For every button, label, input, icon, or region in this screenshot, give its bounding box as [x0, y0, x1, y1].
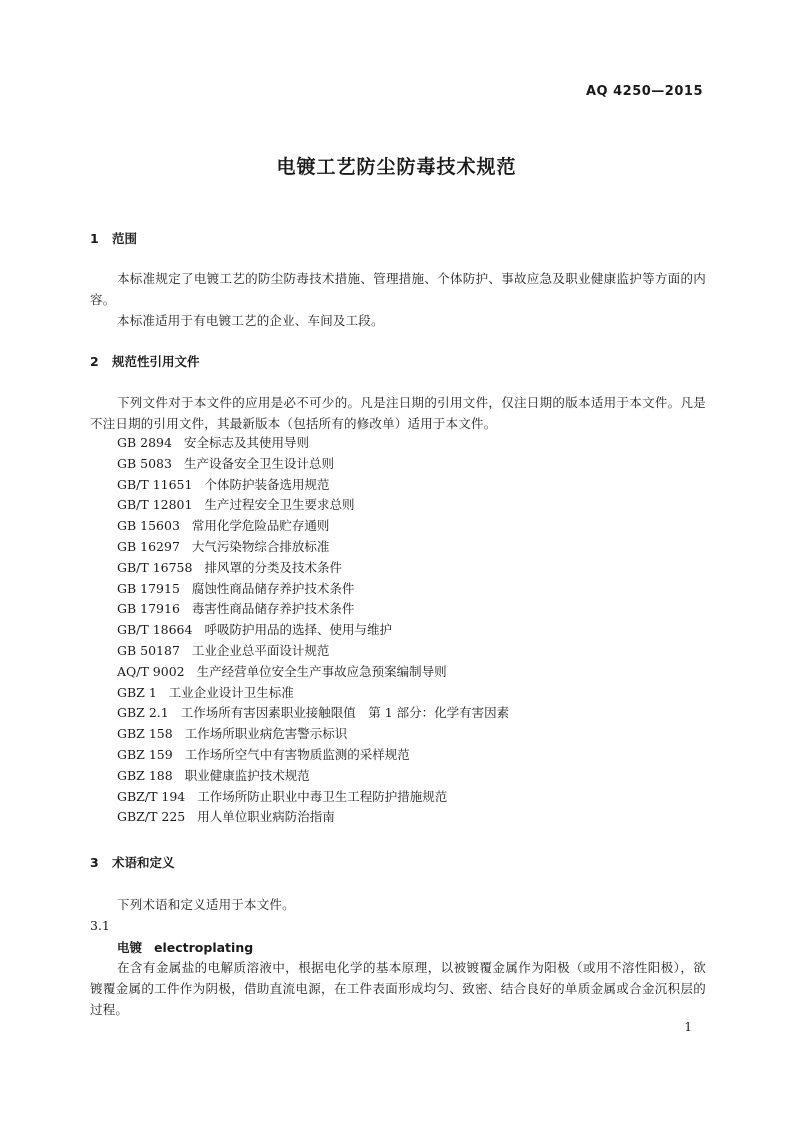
- scope-paragraph-2: 本标准适用于有电镀工艺的企业、车间及工段。: [117, 313, 384, 328]
- reference-code: GB/T 18664: [117, 622, 193, 638]
- term-english: electroplating: [154, 940, 254, 955]
- reference-item: [117, 537, 509, 558]
- reference-code: GBZ 159: [117, 746, 173, 762]
- reference-name: 生产经营单位安全生产事故应急预案编制导则: [196, 663, 447, 679]
- reference-name: 排风罩的分类及技术条件: [204, 559, 342, 575]
- reference-name: 工业企业设计卫生标准: [168, 684, 294, 700]
- term-chinese: 电镀: [117, 940, 143, 955]
- references-intro: 下列文件对于本文件的应用是必不可少的。凡是注日期的引用文件，仅注日期的版本适用于本文件。凡是不注日期的引用文件，其最新版本（包括所有的修改单）适用于本文件。: [90, 395, 706, 431]
- document-title: 电镀工艺防尘防毒技术规范: [276, 156, 517, 178]
- reference-name: 毒害性商品储存养护技术条件: [191, 601, 355, 617]
- reference-item: [117, 516, 509, 537]
- term-entry: [117, 938, 253, 956]
- section-number: 1: [90, 231, 99, 246]
- reference-name: 生产设备安全卫生设计总则: [183, 455, 334, 471]
- section-heading-terms: [90, 853, 175, 871]
- reference-name: 职业健康监护技术规范: [184, 767, 310, 783]
- reference-item: [117, 724, 509, 745]
- reference-name: 工作场所职业病危害警示标识: [184, 726, 348, 742]
- reference-code: GB 50187: [117, 642, 180, 658]
- reference-item: [117, 454, 509, 475]
- page-number: 1: [684, 1020, 692, 1034]
- reference-code: AQ/T 9002: [117, 663, 185, 679]
- section-title: 术语和定义: [112, 855, 175, 870]
- reference-code: GB 5083: [117, 455, 172, 471]
- reference-item: [117, 766, 509, 787]
- reference-item: [117, 558, 509, 579]
- reference-code: GBZ/T 194: [117, 788, 186, 804]
- reference-name: 工业企业总平面设计规范: [191, 642, 330, 658]
- reference-item: [117, 683, 509, 704]
- reference-name: 安全标志及其使用导则: [183, 435, 309, 450]
- reference-name: 腐蚀性商品储存养护技术条件: [191, 580, 355, 596]
- reference-code: GBZ 158: [117, 726, 173, 742]
- reference-item: [117, 579, 509, 600]
- reference-code: GB/T 11651: [117, 476, 193, 492]
- reference-name: 大气污染物综合排放标准: [191, 538, 330, 554]
- reference-code: GB 17915: [117, 580, 180, 596]
- section-number: 3: [90, 855, 99, 870]
- reference-code: GB/T 16758: [117, 559, 193, 575]
- reference-code: GBZ/T 225: [117, 809, 186, 825]
- reference-name: 生产过程安全卫生要求总则: [204, 497, 355, 513]
- reference-name: 用人单位职业病防治指南: [197, 809, 335, 825]
- terms-intro: 下列术语和定义适用于本文件。: [117, 897, 295, 912]
- reference-name: 工作场所有害因素职业接触限值 第 1 部分：化学有害因素: [180, 705, 510, 721]
- reference-item: [117, 599, 509, 620]
- reference-name: 呼吸防护用品的选择、使用与维护: [204, 622, 392, 638]
- clause-number: 3.1: [90, 918, 110, 933]
- reference-code: GB 15603: [117, 518, 180, 534]
- section-heading-normative-references: [90, 352, 200, 370]
- term-definition: 在含有金属盐的电解质溶液中，根据电化学的基本原理，以被镀覆金属作为阳极（或用不溶性阳极），欲镀覆金属的工件作为阴极，借助直流电源，在工件表面形成均匀、致密、结合良好的单质金属或合金沉积层的过程。: [90, 960, 706, 1017]
- reference-code: GBZ 1: [117, 684, 157, 700]
- reference-item: [117, 787, 509, 808]
- section-heading-scope: [90, 229, 137, 247]
- reference-name: 工作场所空气中有害物质监测的采样规范: [184, 746, 410, 762]
- reference-item: [117, 807, 509, 828]
- section-title: 规范性引用文件: [112, 354, 200, 369]
- reference-item: [117, 495, 509, 516]
- reference-list: [117, 433, 509, 828]
- reference-item: [117, 745, 509, 766]
- reference-name: 常用化学危险品贮存通则: [191, 518, 330, 534]
- reference-code: GB 16297: [117, 538, 180, 554]
- reference-item: [117, 475, 509, 496]
- reference-code: GBZ 188: [117, 767, 173, 783]
- reference-item: [117, 433, 509, 454]
- reference-name: 个体防护装备选用规范: [204, 476, 330, 492]
- standard-code: AQ 4250—2015: [585, 84, 703, 99]
- reference-item: [117, 662, 509, 683]
- section-number: 2: [90, 354, 99, 369]
- reference-code: GB 17916: [117, 601, 180, 617]
- reference-name: 工作场所防止职业中毒卫生工程防护措施规范: [197, 788, 448, 804]
- reference-item: [117, 703, 509, 724]
- reference-code: GBZ 2.1: [117, 705, 169, 721]
- reference-item: [117, 641, 509, 662]
- reference-code: GB/T 12801: [117, 497, 193, 513]
- scope-paragraph-1: 本标准规定了电镀工艺的防尘防毒技术措施、管理措施、个体防护、事故应急及职业健康监护等方面的内容。: [90, 271, 706, 307]
- reference-code: GB 2894: [117, 435, 172, 450]
- reference-item: [117, 620, 509, 641]
- section-title: 范围: [112, 231, 138, 246]
